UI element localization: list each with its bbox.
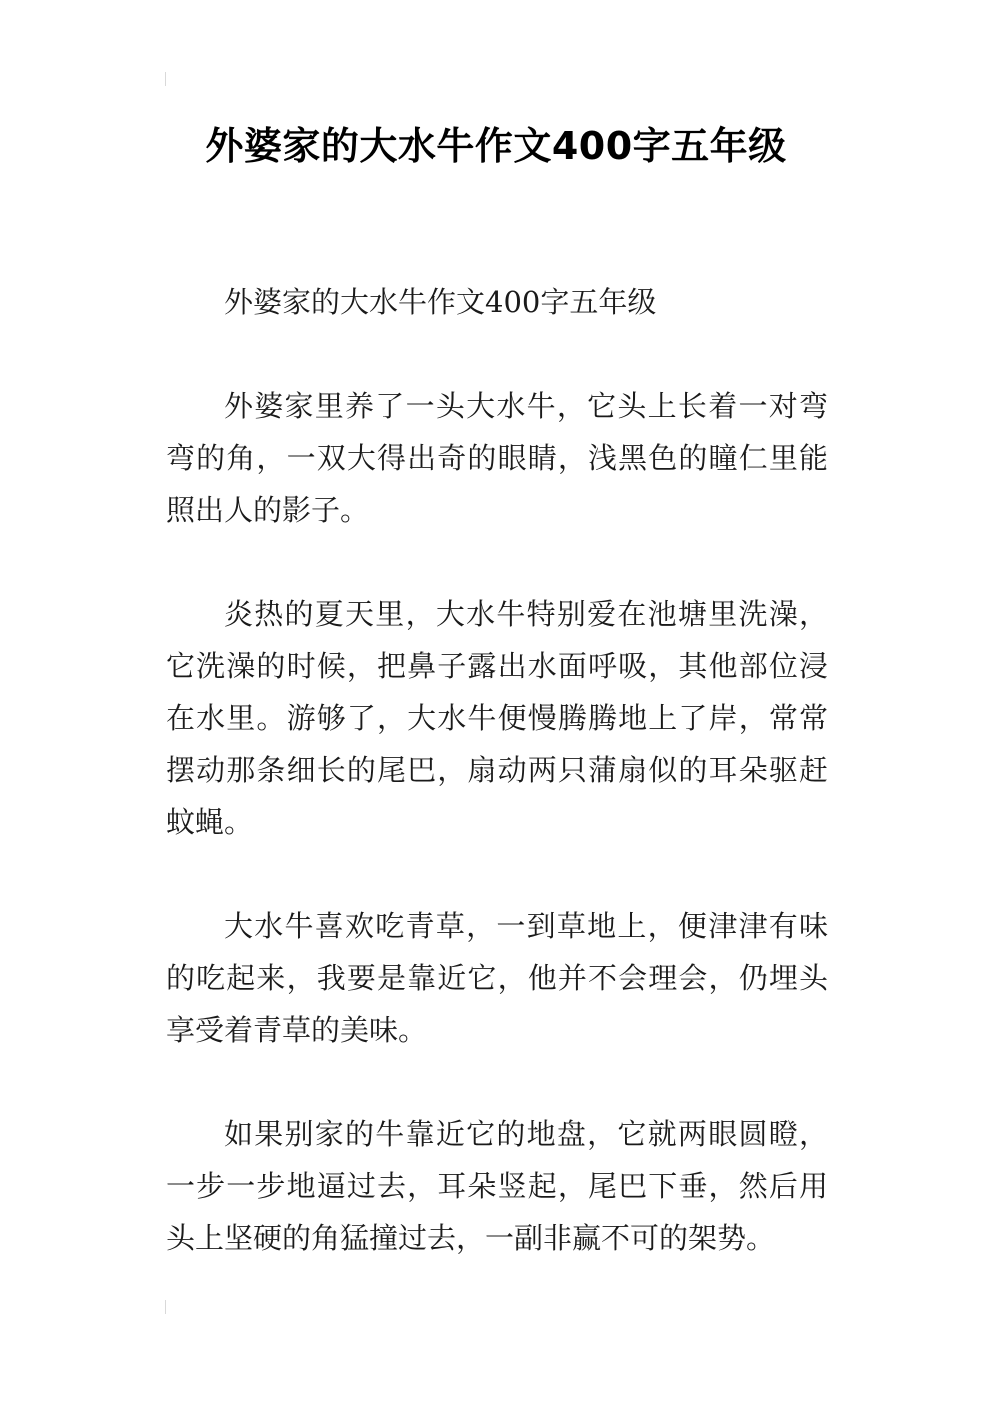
document-body (166, 276, 828, 1316)
paragraph-2: 炎热的夏天里，大水牛特别爱在池塘里洗澡，它洗澡的时候，把鼻子露出水面呼吸，其他部位浸在水里。游够了，大水牛便慢腾腾地上了岸，常常摆动那条细长的尾巴，扇动两只蒲扇似的耳朵驱赶蚊蝇。 (166, 597, 828, 839)
paragraph-1: 外婆家里养了一头大水牛，它头上长着一对弯弯的角，一双大得出奇的眼睛，浅黑色的瞳仁里能照出人的影子。 (166, 389, 828, 527)
document-title: 外婆家的大水牛作文400字五年级 (205, 124, 787, 168)
paragraph-3: 大水牛喜欢吃青草，一到草地上，便津津有味的吃起来，我要是靠近它，他并不会理会，仍埋头享受着青草的美味。 (166, 909, 828, 1047)
paragraph-4: 如果别家的牛靠近它的地盘，它就两眼圆瞪，一步一步地逼过去，耳朵竖起，尾巴下垂，然后用头上坚硬的角猛撞过去，一副非赢不可的架势。 (166, 1117, 828, 1255)
page-corner-mark-top (165, 72, 166, 86)
page-corner-mark-bottom (165, 1300, 166, 1314)
document-subtitle: 外婆家的大水牛作文400字五年级 (224, 285, 657, 319)
